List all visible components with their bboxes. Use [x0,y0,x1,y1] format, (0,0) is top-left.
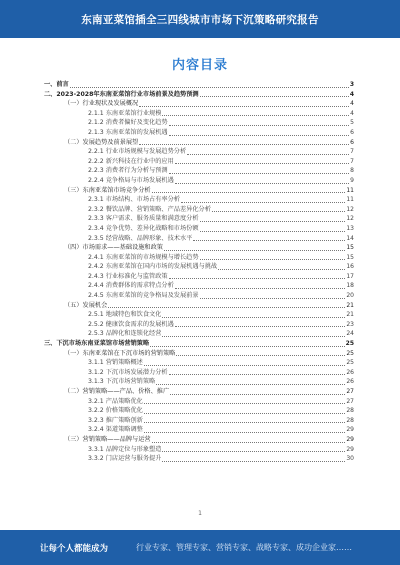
toc-entry-page: 23 [346,320,354,328]
toc-entry-label: 2.4.3 行业标准化与监管政策 [88,272,168,280]
toc-leader-dots [169,173,350,174]
toc-entry[interactable] [44,118,354,128]
toc-leader-dots [212,211,345,212]
toc-leader-dots [218,269,345,270]
toc-entry-page: 21 [346,301,354,309]
toc-entry[interactable] [44,368,354,378]
toc-entry[interactable] [44,435,354,445]
toc-entry[interactable] [44,243,354,253]
header-title: 东南亚菜馆插全三四线城市市场下沉策略研究报告 [81,13,319,26]
toc-entry-label: 2.3.2 餐饮品牌、营销策略、产品差异化分析 [88,205,211,213]
toc-entry-label: 3.2.3 推广策略创新 [88,416,143,424]
toc-title: 内容目录 [171,58,228,73]
toc-leader-dots [156,384,345,385]
toc-entry-label: 2.1.3 东南亚菜馆的发展机遇 [88,128,168,136]
toc-entry[interactable] [44,157,354,167]
toc-entry[interactable] [44,445,354,455]
toc-entry[interactable] [44,234,354,244]
toc-entry[interactable] [44,416,354,426]
toc-entry-page: 7 [350,148,354,156]
toc-leader-dots [175,183,349,184]
toc-entry-label: 3.1.1 营销策略概述 [88,359,143,367]
toc-leader-dots [144,432,346,433]
toc-leader-dots [169,278,346,279]
toc-leader-dots [175,163,349,164]
toc-entry[interactable] [44,195,354,205]
toc-entry-label: （五）发展机会 [64,301,108,309]
toc-entry-page: 26 [346,378,354,386]
toc-entry[interactable] [44,253,354,263]
toc-leader-dots [70,87,349,88]
toc-leader-dots [144,403,346,404]
toc-entry-label: 2.3.4 竞争优势、差异化战略和市场份额 [88,224,199,232]
toc-leader-dots [150,346,344,347]
toc-entry-page: 26 [346,368,354,376]
toc-entry[interactable] [44,214,354,224]
toc-entry-label: 2.4.2 东南亚菜馆在国内市场的发展机遇与挑战 [88,263,218,271]
toc-entry-page: 12 [346,205,354,213]
toc-entry-page: 18 [346,282,354,290]
toc-entry-page: 4 [349,90,354,98]
toc-entry-label: （四）市场需求——基础设施和政策 [64,244,163,252]
toc-entry-page: 14 [346,234,354,242]
toc-entry[interactable] [44,358,354,368]
toc-entry-page: 8 [350,167,354,175]
toc-entry-label: 3.2.4 渠道策略调整 [88,426,143,434]
toc-leader-dots [152,442,346,443]
toc-entry[interactable] [44,329,354,339]
toc-entry-page: 11 [346,196,354,204]
toc-leader-dots [108,307,345,308]
toc-leader-dots [164,250,345,251]
page-number: 1 [198,510,202,517]
toc-entry-page: 15 [346,253,354,261]
toc-entry-label: 2.2.2 新兴科技在行业中的应用 [88,157,174,165]
toc-entry[interactable] [44,397,354,407]
toc-entry-page: 27 [346,397,354,405]
toc-leader-dots [181,202,345,203]
toc-entry[interactable] [44,128,354,138]
toc-entry-label: 2.1.1 东南亚菜馆行业规模 [88,109,162,117]
toc-entry[interactable] [44,425,354,435]
toc-entry-label: 2.2.3 消费者行为分析与预测 [88,167,168,175]
toc-leader-dots [144,365,346,366]
toc-leader-dots [200,221,346,222]
toc-entry-label: 3.3.2 门店运营与服务提升 [88,455,162,463]
toc-entry-label: 一、前言 [44,81,69,88]
toc-entry-label: 2.1.2 消费者偏好及变化趋势 [88,119,168,127]
toc-entry-page: 17 [346,272,354,280]
toc-leader-dots [162,336,345,337]
toc-entry-page: 4 [350,100,354,108]
toc-leader-dots [170,394,345,395]
toc-entry-page: 12 [346,215,354,223]
toc-entry[interactable] [44,387,354,397]
toc-leader-dots [200,231,346,232]
toc-entry-page: 25 [345,340,354,348]
toc-leader-dots [169,125,350,126]
toc-entry-page: 28 [346,416,354,424]
toc-entry-page: 7 [350,157,354,165]
header-bar [0,0,400,38]
toc-entry[interactable] [44,205,354,215]
toc-leader-dots [169,374,346,375]
toc-entry-label: 2.3.5 经营战略、品牌形象、技术水平 [88,234,193,242]
toc-entry-page: 28 [346,407,354,415]
toc-entry[interactable] [44,320,354,330]
toc-entry[interactable] [44,349,354,359]
toc-entry-page: 16 [346,263,354,271]
toc-entry-page: 24 [346,330,354,338]
toc-leader-dots [175,326,346,327]
toc-entry-label: （二）发展趋势及前景展望 [64,138,139,146]
toc-entry-label: 2.5.3 品牌化和连锁化经营 [88,330,162,338]
toc-entry-label: 3.3.1 品牌定位与形象塑造 [88,445,162,453]
toc-leader-dots [169,135,350,136]
toc-leader-dots [144,422,346,423]
toc-entry-page: 11 [346,186,354,194]
toc-entry-label: 三、下沉市场东南亚菜馆市场营销策略 [44,340,150,348]
toc-entry-page: 9 [350,176,354,184]
toc-entry-label: 3.1.3 下沉市场营销策略 [88,378,156,386]
toc-leader-dots [162,115,349,116]
toc-entry-label: 2.4.4 消费群体的需求特点分析 [88,282,174,290]
toc-entry-page: 21 [346,311,354,319]
toc-leader-dots [193,240,345,241]
toc-entry[interactable] [44,90,354,100]
toc-entry[interactable] [44,377,354,387]
toc-entry-label: 2.5.1 地域特色和饮食文化 [88,311,162,319]
table-of-contents [44,80,354,464]
footer-bar [0,530,400,565]
toc-entry[interactable] [44,186,354,196]
toc-entry-page: 29 [346,426,354,434]
toc-entry-label: 二、2023-2028年东南亚菜馆行业市场前景及趋势预测 [44,90,199,98]
toc-entry-label: 2.2.4 竞争格局与市场发展机遇 [88,176,174,184]
toc-entry[interactable] [44,310,354,320]
toc-leader-dots [162,317,345,318]
toc-entry-label: 2.3.1 市场结构、市场占有率分析 [88,196,180,204]
toc-entry[interactable] [44,272,354,282]
toc-entry-page: 27 [346,388,354,395]
toc-entry[interactable] [44,339,354,349]
toc-entry-label: （一）东南亚菜馆在下沉市场的营销策略 [64,349,176,357]
toc-leader-dots [200,96,349,97]
toc-leader-dots [200,259,346,260]
toc-entry-label: 2.3.3 客户需求、服务质量和满意度分析 [88,215,199,223]
toc-leader-dots [176,355,345,356]
toc-entry-label: 2.2.1 行业市场规模与发展趋势分析 [88,148,187,156]
toc-entry[interactable] [44,301,354,311]
toc-entry[interactable] [44,138,354,148]
footer-slogan: 让每个人都能成为 [40,543,109,554]
toc-entry-label: 3.2.1 产品策略优化 [88,397,143,405]
toc-entry[interactable] [44,224,354,234]
toc-entry-page: 30 [346,455,354,463]
toc-leader-dots [162,461,345,462]
toc-leader-dots [139,106,349,107]
toc-entry-page: 15 [346,244,354,252]
toc-entry[interactable] [44,454,354,464]
toc-entry[interactable] [44,406,354,416]
toc-entry[interactable] [44,147,354,157]
toc-entry-page: 13 [346,224,354,232]
toc-leader-dots [187,154,349,155]
toc-entry[interactable] [44,109,354,119]
toc-entry[interactable] [44,166,354,176]
toc-entry[interactable] [44,262,354,272]
toc-entry-page: 6 [350,128,354,136]
toc-leader-dots [200,298,346,299]
toc-entry[interactable] [44,291,354,301]
toc-entry-label: （三）营销策略——品牌与运营 [64,435,151,443]
toc-entry-label: 2.4.1 东南亚菜馆的市场规模与增长趋势 [88,253,199,261]
toc-entry[interactable] [44,176,354,186]
toc-leader-dots [144,413,346,414]
toc-leader-dots [175,288,346,289]
toc-leader-dots [139,144,349,145]
toc-entry-label: （三）东南亚菜馆市场竞争分析 [64,186,151,194]
toc-entry-label: （一）行业现状及发展概况 [64,100,139,108]
toc-entry-page: 29 [346,435,354,443]
toc-entry-label: 3.2.2 价格策略优化 [88,407,143,415]
toc-entry-label: 2.5.2 健康饮食需求的发展机遇 [88,320,174,328]
toc-entry-page: 5 [350,119,354,127]
toc-entry-page: 4 [350,109,354,117]
toc-entry-page: 25 [346,359,354,367]
toc-entry-page: 3 [349,81,354,88]
toc-entry-label: （二）营销策略——产品、价格、推广 [64,388,170,395]
toc-leader-dots [162,451,345,452]
toc-entry-page: 29 [346,445,354,453]
toc-entry-page: 6 [350,138,354,146]
toc-entry-label: 3.1.2 下沉市场发展潜力分析 [88,368,168,376]
toc-entry[interactable] [44,99,354,109]
toc-entry-label: 2.4.5 东南亚菜馆的竞争格局及发展前景 [88,292,199,300]
toc-entry[interactable] [44,281,354,291]
footer-tagline: 行业专家、管理专家、营销专家、战略专家、成功企业家…… [136,543,353,552]
toc-entry[interactable] [44,80,354,90]
toc-leader-dots [152,192,346,193]
toc-entry-page: 20 [346,292,354,300]
toc-entry-page: 25 [346,349,354,357]
